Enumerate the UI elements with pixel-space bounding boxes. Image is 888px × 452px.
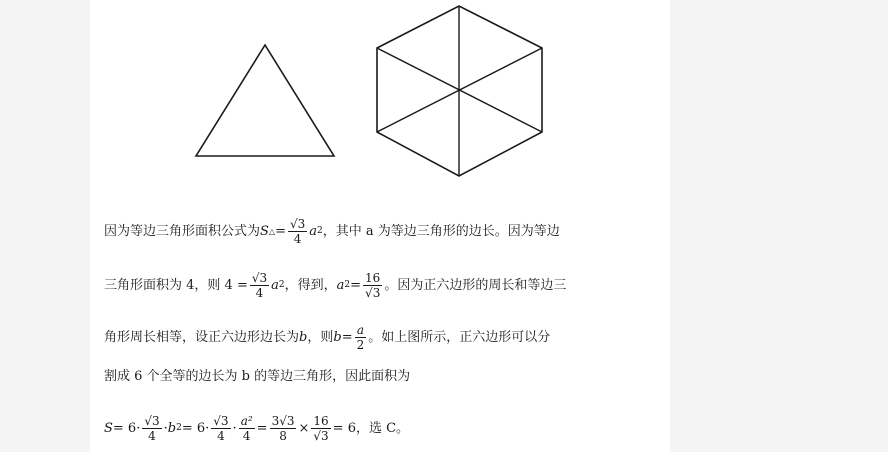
solution-line-3 xyxy=(104,324,550,351)
geometry-figures xyxy=(90,0,670,190)
line1-text-post: ，其中 a 为等边三角形的边长。因为等边 xyxy=(322,224,560,239)
solution-line-4 xyxy=(104,370,410,383)
line3-text-pre: 角形周长相等，设正六边形边长为 xyxy=(104,330,300,345)
line3-text-mid: ，则 xyxy=(307,330,334,345)
triangle-subscript: △ xyxy=(268,226,276,236)
equals-sign: = xyxy=(350,278,362,293)
equals-sign: = xyxy=(275,224,286,239)
fraction-16-over-sqrt3: $\frac{16}{√3}$ xyxy=(365,271,381,300)
equals-sign: = xyxy=(341,330,353,345)
area-symbol: S xyxy=(260,224,269,239)
line2-text-mid: ，得到， xyxy=(284,278,337,293)
solution-line-2 xyxy=(104,272,566,299)
variable-b: b xyxy=(333,330,342,345)
fraction-3: $\frac{\text{a²}}{4}$ xyxy=(240,414,253,443)
fraction-2: $\frac{√3}{4}$ xyxy=(213,414,229,443)
exponent: 2 xyxy=(317,226,323,236)
fraction-4: $\frac{3√3}{8}$ xyxy=(271,414,295,443)
solution-line-1 xyxy=(104,218,560,245)
answer-choice: ，选 C。 xyxy=(355,421,410,436)
equilateral-triangle xyxy=(196,45,334,156)
line4-text: 割成 6 个全等的边长为 b 的等边三角形，因此面积为 xyxy=(104,369,411,384)
fraction-5: $\frac{16}{√3}$ xyxy=(313,414,329,443)
line1-text-pre: 因为等边三角形面积公式为 xyxy=(104,224,261,239)
solution-line-5: S = 6· $\frac{√3}{4}$ · b 2 = 6· $\frac{√3}{4}$ · $\frac{\text{a²}}{4}$ = $\frac{3√3}{8}$ × $\frac{16}{√3}$ = 6 ，选 C。 xyxy=(104,414,410,443)
document-page xyxy=(90,0,670,452)
fraction-a-over-2: $\frac{a}{2}$ xyxy=(356,323,365,352)
line2-text-post: 。因为正六边形的周长和等边三 xyxy=(384,278,567,293)
variable-a: a xyxy=(309,224,318,239)
variable-a: a xyxy=(271,278,279,293)
area-symbol: S xyxy=(104,421,113,436)
exponent: 2 xyxy=(344,280,351,290)
exponent: 2 xyxy=(278,280,285,290)
line3-text-post: 。如上图所示，正六边形可以分 xyxy=(368,330,551,345)
variable-b: b xyxy=(299,330,308,345)
fraction-sqrt3-over-4: $\frac{√3}{4}$ xyxy=(289,217,306,246)
fraction-1: $\frac{√3}{4}$ xyxy=(144,414,160,443)
line2-text-pre: 三角形面积为 4，则 4 = xyxy=(104,278,248,293)
variable-a: a xyxy=(336,278,345,293)
figures-area xyxy=(90,0,670,190)
variable-b: b xyxy=(167,421,177,436)
fraction-sqrt3-over-4: $\frac{√3}{4}$ xyxy=(251,271,268,300)
